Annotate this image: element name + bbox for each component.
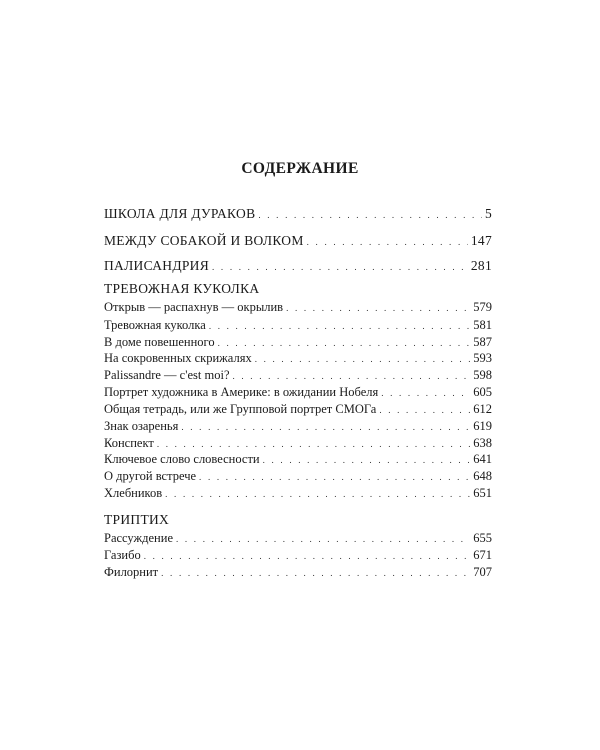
toc-entry-page: 648 <box>473 469 492 483</box>
leader-dots <box>379 405 470 415</box>
toc-entry-page: 605 <box>473 385 492 399</box>
toc-entry-page: 598 <box>473 368 492 382</box>
toc-entry <box>104 469 492 484</box>
toc-entry-label: ШКОЛА ДЛЯ ДУРАКОВ <box>104 206 256 221</box>
toc-entry <box>104 548 492 563</box>
toc-entry <box>104 531 492 546</box>
toc-entry-label: Ключевое слово словесности <box>104 452 260 466</box>
toc-entry <box>104 206 492 222</box>
toc-entry-label: О другой встрече <box>104 469 197 483</box>
leader-dots <box>209 321 470 331</box>
toc-entry <box>104 233 492 249</box>
toc-entry-label: Рассуждение <box>104 531 173 545</box>
toc-entry-page: 612 <box>473 402 492 416</box>
toc-entry-label: В доме повешенного <box>104 335 215 349</box>
toc-entry-label: Хлебников <box>104 486 163 500</box>
leader-dots <box>381 388 470 398</box>
toc-entry-page: 671 <box>473 548 492 562</box>
toc-entry-page: 581 <box>473 318 492 332</box>
toc-entry-page: 593 <box>473 351 492 365</box>
leader-dots <box>181 422 470 432</box>
toc-entry-label: Palissandre — c'est moi? <box>104 368 230 382</box>
toc-entry-page: 641 <box>473 452 492 466</box>
toc-entry <box>104 565 492 580</box>
toc-entry <box>104 335 492 350</box>
toc-entry-label: Газибо <box>104 548 141 562</box>
toc-entry-page: 579 <box>473 300 492 314</box>
toc-entry-label: Открыв — распахнув — окрылив <box>104 300 284 314</box>
toc-entry <box>104 436 492 451</box>
page-title: СОДЕРЖАНИЕ <box>241 160 359 177</box>
toc-entry-label: МЕЖДУ СОБАКОЙ И ВОЛКОМ <box>104 233 304 248</box>
toc-entry-page: 707 <box>473 565 492 579</box>
section-heading: ТРИПТИХ <box>104 512 170 527</box>
section-heading: ТРЕВОЖНАЯ КУКОЛКА <box>104 281 260 296</box>
toc-entry <box>104 486 492 501</box>
toc-entry <box>104 368 492 383</box>
toc-entry <box>104 385 492 400</box>
toc-entry <box>104 351 492 366</box>
leader-dots <box>255 354 471 364</box>
leader-dots <box>165 489 470 499</box>
leader-dots <box>144 551 471 561</box>
toc-entry-label: Тревожная куколка <box>104 318 206 332</box>
toc-entry-label: ПАЛИСАНДРИЯ <box>104 258 210 273</box>
toc-entry-label: Конспект <box>104 436 154 450</box>
toc-entry-page: 619 <box>473 419 492 433</box>
toc-entry <box>104 419 492 434</box>
toc-entry-page: 638 <box>473 436 492 450</box>
leader-dots <box>263 455 471 465</box>
toc-entry <box>104 300 492 315</box>
toc-entry-page: 147 <box>470 233 492 248</box>
toc-entry-page: 5 <box>484 206 492 221</box>
toc-entry-label: Филорнит <box>104 565 159 579</box>
toc-entry-label: Знак озаренья <box>104 419 179 433</box>
leader-dots <box>233 371 471 381</box>
leader-dots <box>218 338 471 348</box>
toc-entry-page: 655 <box>473 531 492 545</box>
toc-entry <box>104 258 492 274</box>
leader-dots <box>212 262 468 272</box>
toc-entry-label: Портрет художника в Америке: в ожидании Нобеля <box>104 385 379 399</box>
leader-dots <box>157 439 470 449</box>
leader-dots <box>307 237 468 247</box>
toc-entry-label: На сокровенных скрижалях <box>104 351 252 365</box>
toc-entry-label: Общая тетрадь, или же Групповой портрет СМОГа <box>104 402 377 416</box>
leader-dots <box>176 534 470 544</box>
toc-entry-page: 281 <box>470 258 492 273</box>
leader-dots <box>258 210 482 220</box>
leader-dots <box>286 303 470 313</box>
leader-dots <box>161 568 470 578</box>
toc-entry <box>104 452 492 467</box>
toc-entry <box>104 318 492 333</box>
toc-entry-page: 587 <box>473 335 492 349</box>
toc-entry <box>104 402 492 417</box>
toc-entry-page: 651 <box>473 486 492 500</box>
leader-dots <box>199 472 470 482</box>
